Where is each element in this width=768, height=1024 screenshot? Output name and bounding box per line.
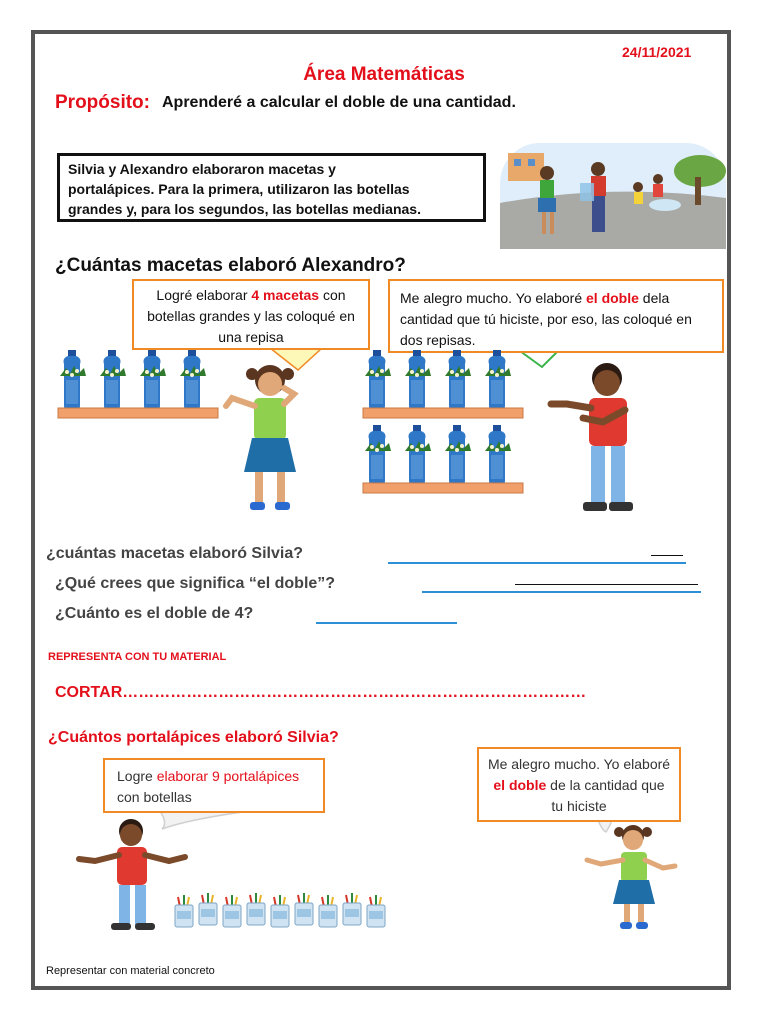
speech-bubble-alexandro-pencils: [103, 758, 325, 813]
speech-bubble-silvia-pencils: [477, 747, 681, 822]
bubble-highlight: elaborar 9 portalápices: [156, 768, 300, 784]
speech-bubble-silvia-pots: [132, 279, 370, 350]
question-pots-heading: ¿Cuántas macetas elaboró Alexandro?: [55, 255, 406, 276]
bubble-highlight: el doble: [493, 777, 547, 793]
answer-line[interactable]: [316, 622, 457, 624]
story-box: [57, 153, 486, 222]
purpose-text: Aprenderé a calcular el doble de una cantidad.: [162, 94, 516, 111]
answer-line-short: [651, 555, 683, 556]
question-double-meaning: ¿Qué crees que significa “el doble”?: [55, 575, 336, 592]
page-title: Área Matemáticas: [303, 64, 465, 85]
bubble-text: Me alegro mucho. Yo elaboré: [400, 290, 587, 306]
bubble-highlight: el doble: [586, 290, 639, 306]
cut-line-label: CORTAR……………………………………………………………………………: [55, 684, 587, 701]
bubble-highlight: 4 macetas: [251, 287, 320, 303]
footer-note: Representar con material concreto: [46, 965, 215, 977]
shelf-silvia-bottle-pots: [58, 350, 218, 420]
question-silvia-pots: ¿cuántas macetas elaboró Silvia?: [46, 545, 303, 562]
bubble-text: dela cantidad que tú hiciste, por eso, las coloqué en dos repisas.: [400, 290, 692, 348]
kids-collecting-bottles-illustration: [500, 143, 726, 249]
bubble-text: con botellas grandes y las coloqué en una repisa: [147, 287, 355, 345]
answer-line[interactable]: [422, 591, 701, 593]
speech-bubble-alexandro-pots: [388, 279, 724, 353]
pencil-holders-row: [172, 893, 392, 929]
bubble-text: de la cantidad que tu hiciste: [546, 777, 665, 814]
girl-silvia-illustration: [222, 360, 312, 520]
girl-silvia-illustration: [583, 822, 678, 934]
represent-instruction: REPRESENTA CON TU MATERIAL: [48, 651, 227, 663]
question-pencils-heading: ¿Cuántos portalápices elaboró Silvia?: [48, 729, 339, 746]
bubble-text: con botellas: [117, 789, 192, 805]
shelves-alexandro-bottle-pots: [363, 350, 523, 495]
story-line: grandes y, para los segundos, las botellas medianas.: [68, 201, 421, 217]
question-double-of-four: ¿Cuánto es el doble de 4?: [55, 605, 254, 622]
story-line: Silvia y Alexandro elaboraron macetas y: [68, 161, 336, 177]
answer-line-short: [515, 584, 698, 585]
bubble-text: Logré elaborar: [156, 287, 252, 303]
boy-alexandro-illustration: [545, 358, 655, 523]
purpose-label: Propósito:: [55, 92, 150, 113]
bubble-text: Me alegro mucho. Yo elaboré: [487, 756, 671, 772]
date-label: 24/11/2021: [622, 44, 692, 60]
bubble-text: Logre: [117, 768, 157, 784]
story-line: portalápices. Para la primera, utilizaron las botellas: [68, 181, 410, 197]
answer-line[interactable]: [388, 562, 686, 564]
